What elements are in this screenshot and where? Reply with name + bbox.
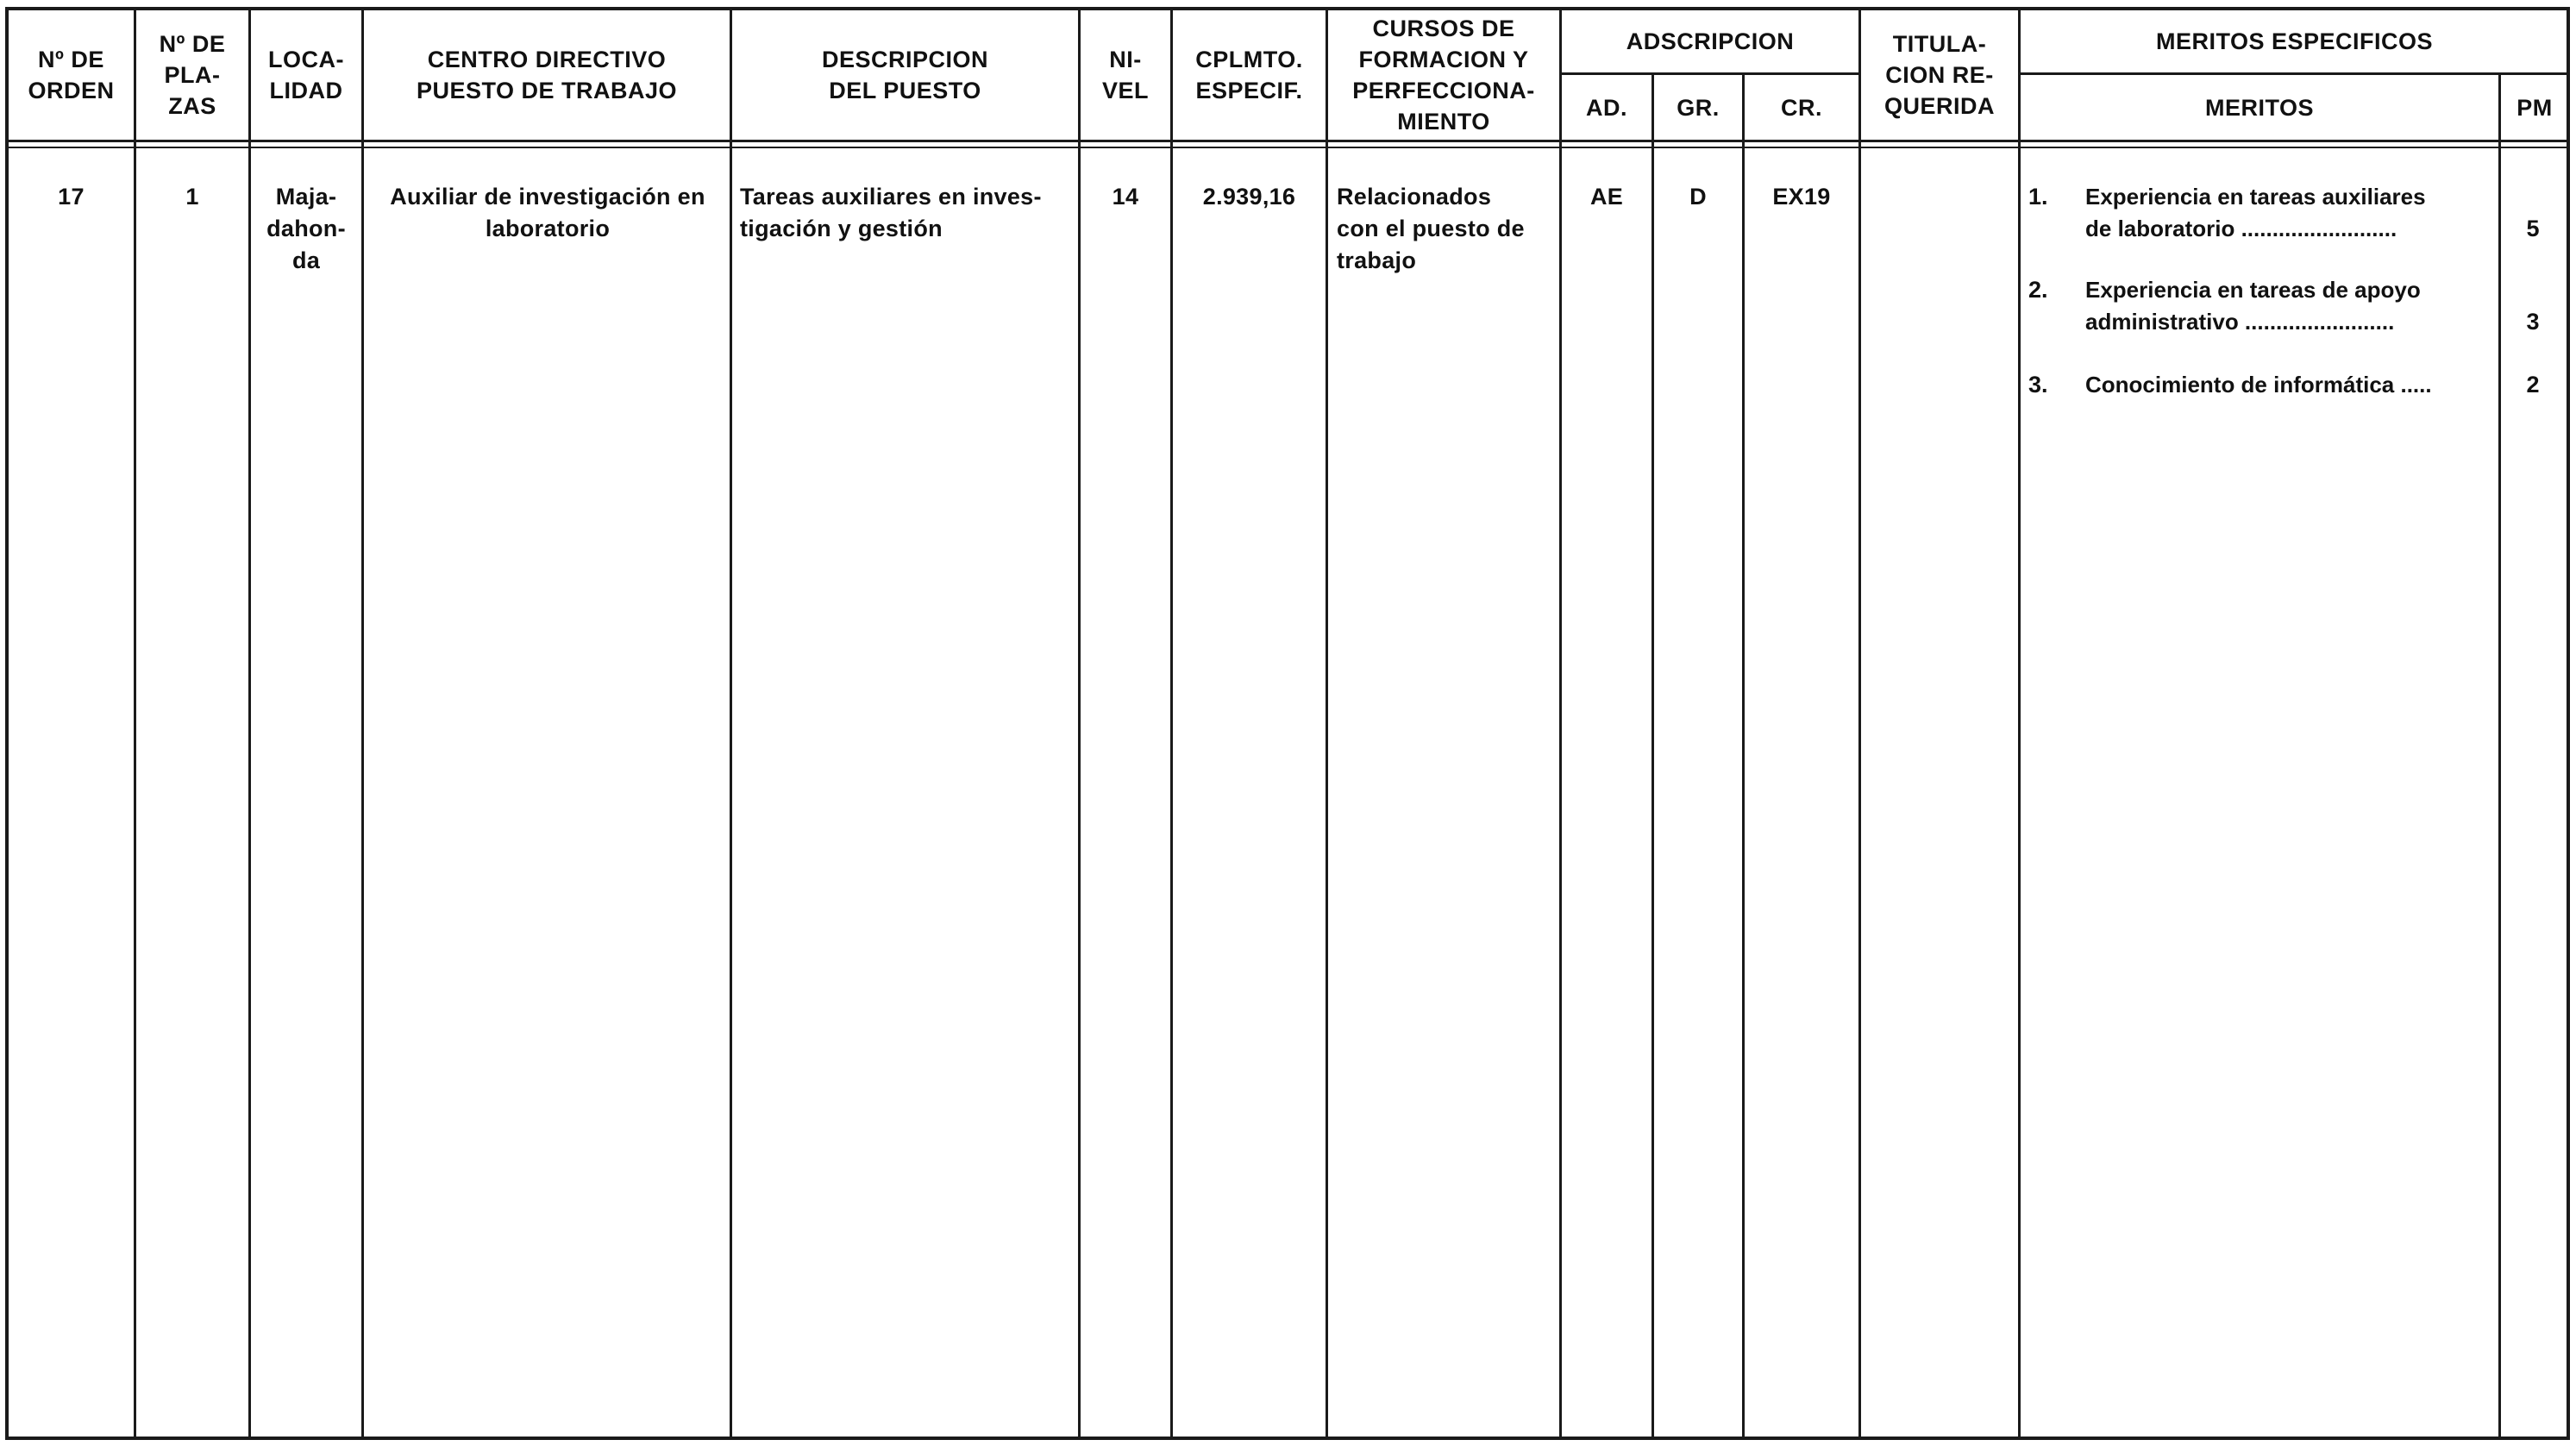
column-divider	[2498, 74, 2501, 1438]
column-divider	[2018, 9, 2021, 1438]
merit-points: 3	[2526, 309, 2540, 335]
header-nivel: NI- VEL	[1101, 47, 1149, 103]
merit-number: 3.	[2028, 372, 2048, 397]
column-divider	[1652, 74, 1654, 1438]
header-descripcion: DESCRIPCION DEL PUESTO	[821, 47, 989, 103]
header-orden: Nº DE ORDEN	[28, 47, 115, 103]
cell-centro: Auxiliar de investigación en laboratorio	[390, 184, 705, 241]
cell-nivel: 14	[1112, 184, 1139, 210]
cell-localidad: Maja- dahon- da	[266, 184, 346, 273]
column-divider	[730, 9, 732, 1438]
header-bottom-rule	[7, 140, 2568, 142]
cell-plazas: 1	[185, 184, 199, 210]
column-divider	[1858, 9, 1861, 1438]
cell-cursos: Relacionados con el puesto de trabajo	[1337, 184, 1525, 273]
cell-descripcion: Tareas auxiliares en inves- tigación y gestión	[740, 184, 1042, 241]
merit-text: Conocimiento de informática .....	[2085, 372, 2432, 397]
header-ad: AD.	[1586, 94, 1627, 121]
header-cplmto: CPLMTO. ESPECIF.	[1195, 47, 1303, 103]
header-gr: GR.	[1677, 94, 1720, 121]
merit-text: Experiencia en tareas de apoyo administrativo ........................	[2085, 277, 2421, 335]
header-cr: CR.	[1781, 94, 1822, 121]
header-cursos: CURSOS DE FORMACION Y PERFECCIONA- MIENTO	[1352, 16, 1535, 135]
header-adscripcion: ADSCRIPCION	[1626, 28, 1795, 54]
header-plazas: Nº DE PLA- ZAS	[159, 31, 226, 119]
merit-points: 5	[2526, 216, 2540, 241]
merit-number: 1.	[2028, 184, 2048, 210]
column-divider	[1078, 9, 1081, 1438]
cell-gr: D	[1689, 184, 1707, 210]
column-divider	[1326, 9, 1328, 1438]
header-localidad: LOCA- LIDAD	[268, 47, 344, 103]
header-centro: CENTRO DIRECTIVO PUESTO DE TRABAJO	[416, 47, 678, 103]
cell-cplmto: 2.939,16	[1202, 184, 1296, 210]
merit-points: 2	[2526, 372, 2540, 397]
header-meritos: MERITOS	[2204, 94, 2314, 121]
column-divider	[1742, 74, 1745, 1438]
header-pm: PM	[2516, 94, 2553, 121]
cell-cr: EX19	[1772, 184, 1831, 210]
header-titulacion: TITULA- CION RE- QUERIDA	[1883, 31, 1995, 119]
cell-orden: 17	[58, 184, 85, 210]
merit-text: Experiencia en tareas auxiliares de laboratorio .........................	[2085, 184, 2426, 241]
column-divider	[134, 9, 136, 1438]
merit-number: 2.	[2028, 277, 2048, 303]
column-divider	[361, 9, 364, 1438]
column-divider	[1170, 9, 1173, 1438]
cell-ad: AE	[1589, 184, 1624, 210]
header-meritos-especificos: MERITOS ESPECIFICOS	[2155, 28, 2434, 54]
header-bottom-rule-2	[7, 147, 2568, 148]
column-divider	[1559, 9, 1562, 1438]
